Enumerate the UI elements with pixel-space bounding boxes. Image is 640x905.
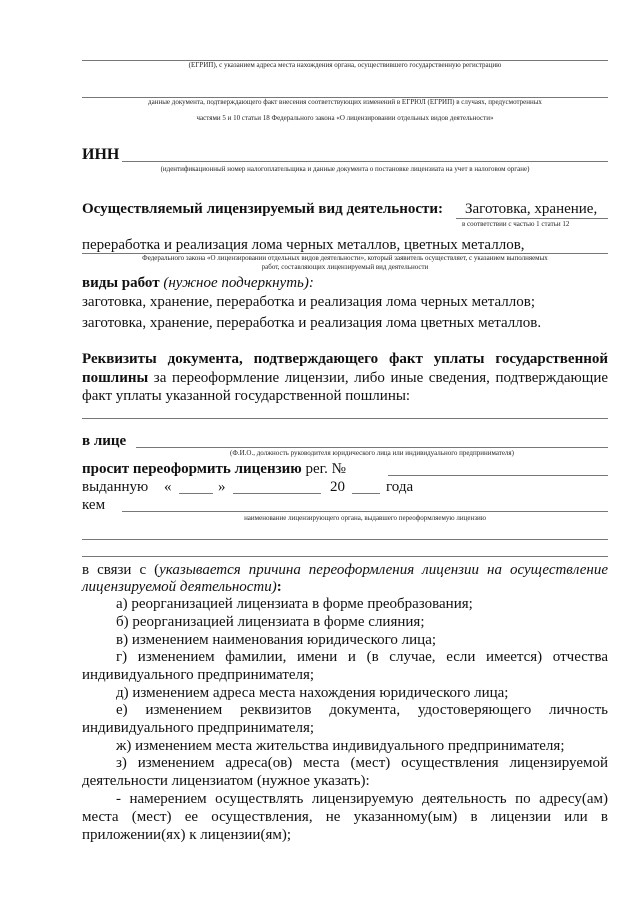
docs-caption-2: частями 5 и 10 статьи 18 Федерального закона «О лицензировании отдельных видов деятельности» xyxy=(196,114,494,122)
person-label: в лице xyxy=(82,433,127,449)
activity-caption-3: работ, составляющих лицензируемый вид деятельности xyxy=(261,263,429,271)
year-suffix: года xyxy=(386,479,414,495)
by-field[interactable] xyxy=(122,511,608,512)
person-field[interactable] xyxy=(136,447,608,448)
activity-caption-right: в соответствии с частью 1 статьи 12 xyxy=(462,220,570,228)
extra-line-2[interactable] xyxy=(82,556,608,557)
docs-caption-1: данные документа, подтверждающего факт внесения соответствующих изменений в ЕГРЮЛ (ЕГРИП) в случаях, предусмотренных xyxy=(148,98,542,106)
fee-line-2-rest: за переоформление лицензии, либо иные сведения, подтверждающие xyxy=(153,370,609,386)
activity-value-2: переработка и реализация лома черных металлов, цветных металлов, xyxy=(82,237,525,253)
activity-label: Осуществляемый лицензируемый вид деятельности: xyxy=(82,201,444,217)
reason-e-2: индивидуального предпринимателя; xyxy=(82,720,315,736)
reason-b[interactable]: б) реорганизацией лицензиата в форме слияния; xyxy=(116,614,425,630)
request-line xyxy=(82,460,346,479)
quote-close: » xyxy=(218,479,226,495)
reason-z-2: деятельности лицензиатом (нужное указать): xyxy=(82,773,370,789)
reasons-intro-2-b: : xyxy=(276,579,282,595)
inn-field[interactable] xyxy=(122,161,608,162)
month-field[interactable] xyxy=(233,493,321,494)
reasons-intro-2-a: лицензируемой деятельности) xyxy=(82,579,277,595)
reason-a[interactable]: а) реорганизацией лицензиата в форме преобразования; xyxy=(116,596,473,612)
fee-line-2 xyxy=(82,369,608,388)
extra-line-1[interactable] xyxy=(82,539,608,540)
issued-label: выданную xyxy=(82,479,149,495)
year-prefix: 20 xyxy=(330,479,345,495)
reg-number-field[interactable] xyxy=(388,475,608,476)
fee-line-1: Реквизиты документа, подтверждающего факт уплаты государственной xyxy=(82,351,608,367)
reason-g-1[interactable]: г) изменением фамилии, имени и (в случае, если имеется) отчества xyxy=(116,649,608,665)
fee-bold-start: пошлины xyxy=(82,370,149,386)
egrip-caption: (ЕГРИП), с указанием адреса места нахождения органа, осуществившего государственную регистрацию xyxy=(188,61,502,69)
request-label: просит переоформить лицензию xyxy=(82,461,302,477)
works-label: виды работ xyxy=(82,275,160,291)
activity-value-1: Заготовка, хранение, xyxy=(465,201,598,217)
inn-label: ИНН xyxy=(82,146,120,163)
reason-v[interactable]: в) изменением наименования юридического лица; xyxy=(116,632,437,648)
year-field[interactable] xyxy=(352,493,380,494)
reg-label: рег. № xyxy=(305,461,346,477)
person-caption: (Ф.И.О., должность руководителя юридического лица или индивидуального предпринимателя) xyxy=(230,449,514,457)
fee-line-3: факт уплаты указанной государственной пошлины: xyxy=(82,388,411,404)
work-option-1[interactable]: заготовка, хранение, переработка и реализация лома черных металлов; xyxy=(82,294,535,310)
by-label: кем xyxy=(82,497,106,513)
activity-caption-2: Федерального закона «О лицензировании отдельных видов деятельности», который заявитель осуществляет, с указанием выполняемых xyxy=(142,254,548,262)
by-caption: наименование лицензирующего органа, выдавшего переоформляемую лицензию xyxy=(244,514,486,522)
reason-g-2: индивидуального предпринимателя; xyxy=(82,667,315,683)
works-hint: (нужное подчеркнуть): xyxy=(163,275,314,291)
fee-field[interactable] xyxy=(82,418,608,419)
reason-sub-2: места (мест) ее осуществления, не указанному(ым) в лицензии или в xyxy=(82,809,608,825)
reason-zh[interactable]: ж) изменением места жительства индивидуального предпринимателя; xyxy=(116,738,565,754)
reasons-intro-1-a: в связи с ( xyxy=(82,562,160,578)
reason-sub-1[interactable]: - намерением осуществлять лицензируемую деятельность по адресу(ам) xyxy=(116,791,608,807)
reason-sub-3: приложении(ях) к лицензии(ям); xyxy=(82,827,292,843)
day-field[interactable] xyxy=(179,493,213,494)
reason-z-1[interactable]: з) изменением адреса(ов) места (мест) осуществления лицензируемой xyxy=(116,755,608,771)
works-line xyxy=(82,274,314,293)
inn-caption: (идентификационный номер налогоплательщика и данные документа о постановке лицензиата на учет в налоговом органе) xyxy=(160,165,530,173)
activity-field-1[interactable] xyxy=(456,218,608,219)
quote-open: « xyxy=(164,479,172,495)
work-option-2[interactable]: заготовка, хранение, переработка и реализация лома цветных металлов. xyxy=(82,315,542,331)
reason-d[interactable]: д) изменением адреса места нахождения юридического лица; xyxy=(116,685,509,701)
reason-e-1[interactable]: е) изменением реквизитов документа, удостоверяющего личность xyxy=(116,702,608,718)
reasons-intro-1-b: указывается причина переоформления лицензии на осуществление xyxy=(159,562,608,578)
